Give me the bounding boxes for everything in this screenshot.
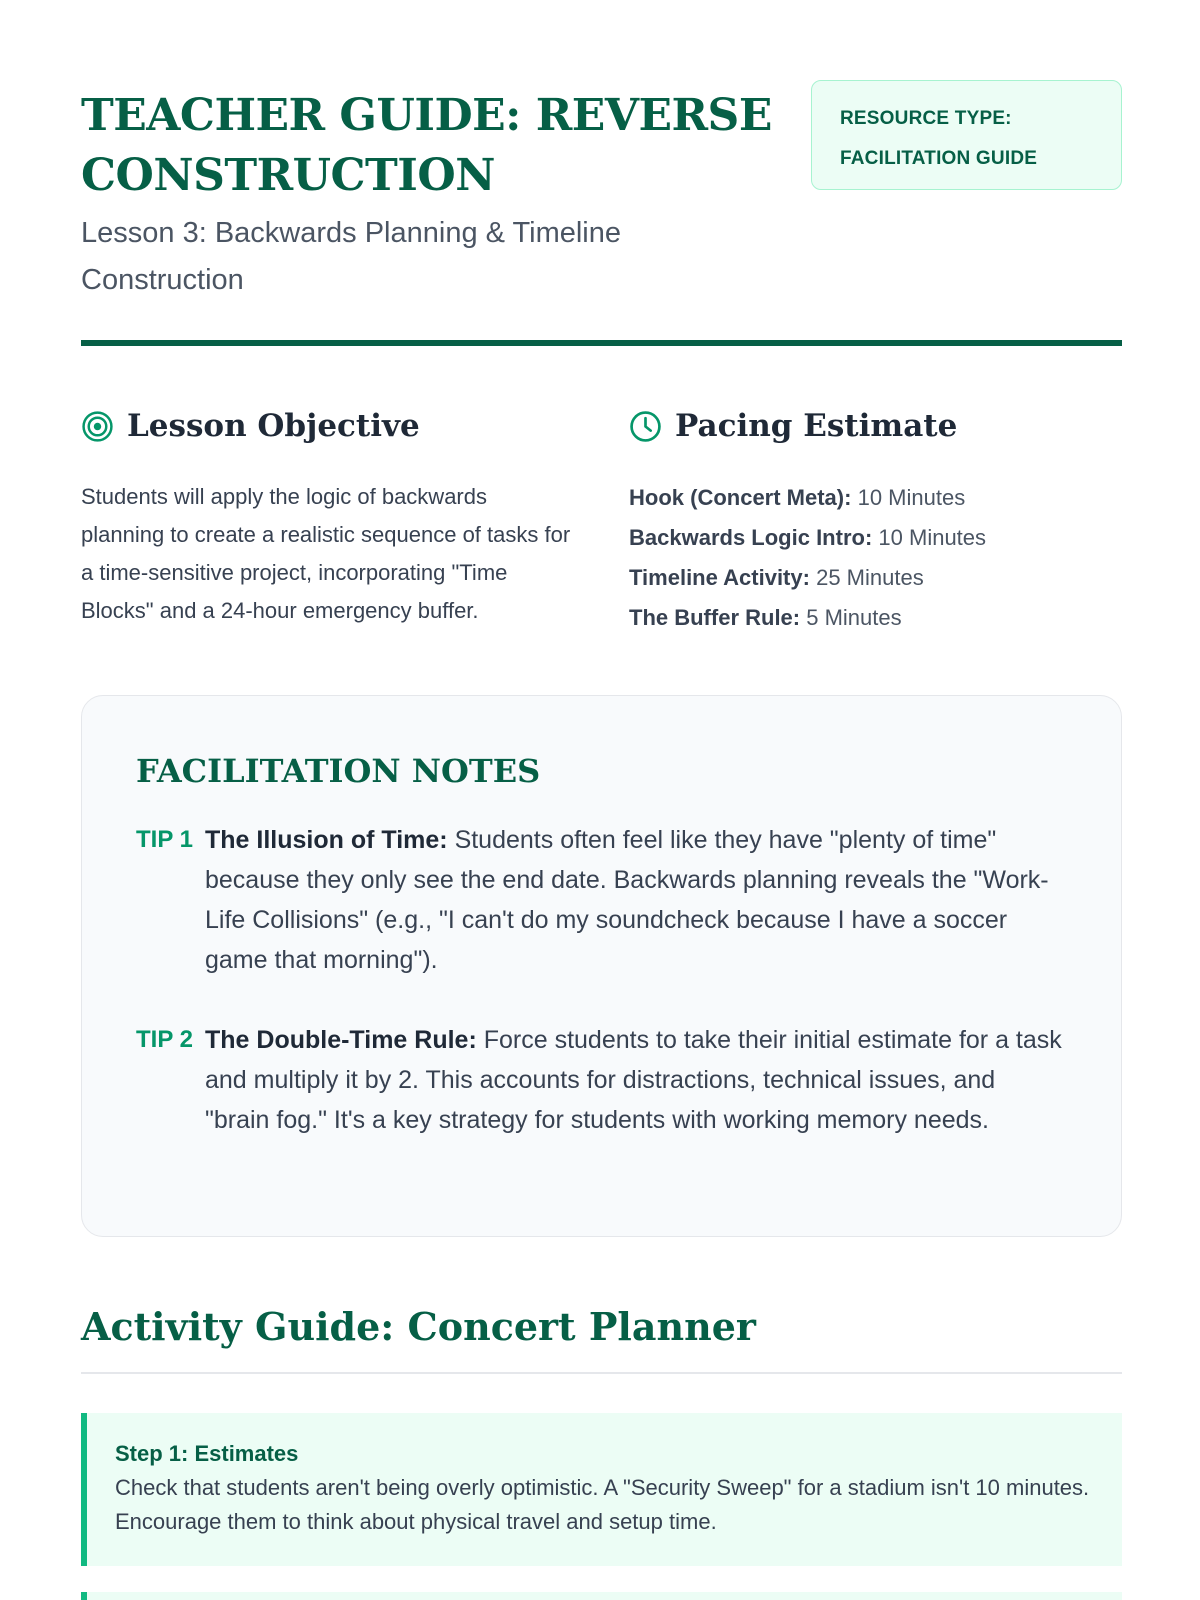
facilitation-notes-card	[81, 695, 1122, 1237]
tip-item	[136, 820, 1066, 980]
pacing-item-label: Hook (Concert Meta):	[629, 485, 852, 510]
header-divider	[81, 340, 1122, 346]
pacing-item-value: 10 Minutes	[857, 485, 966, 510]
tip-label: TIP 1	[136, 826, 193, 853]
facilitation-notes-heading: FACILITATION NOTES	[136, 752, 541, 790]
pacing-item	[629, 478, 1122, 518]
page-title: TEACHER GUIDE: REVERSE CONSTRUCTION	[81, 90, 772, 201]
lesson-objective-text: Students will apply the logic of backwards planning to create a realistic sequence of tasks for a time-sensitive project, incorporating "Time Blocks" and a 24-hour emergency buffer.	[81, 484, 571, 623]
pacing-item-value: 10 Minutes	[878, 525, 987, 550]
pacing-estimate-header	[629, 400, 1122, 452]
tip-item	[136, 1020, 1066, 1140]
tip-title: The Illusion of Time:	[205, 826, 448, 854]
pacing-item-label: The Buffer Rule:	[629, 605, 801, 630]
page-subtitle: Lesson 3: Backwards Planning & Timeline Construction	[81, 217, 622, 296]
step-title: Step 1: Estimates	[115, 1441, 299, 1466]
resource-type-value: FACILITATION GUIDE	[840, 148, 1038, 169]
header	[81, 80, 1122, 300]
activity-step-callout-next	[81, 1592, 1122, 1600]
activity-guide-heading: Activity Guide: Concert Planner	[81, 1304, 756, 1349]
teacher-guide-page	[81, 0, 1122, 1600]
pacing-item	[629, 558, 1122, 598]
clock-icon	[629, 410, 662, 443]
tip-title: The Double-Time Rule:	[205, 1026, 477, 1054]
tip-text	[205, 820, 1065, 980]
pacing-item-value: 5 Minutes	[806, 605, 902, 630]
pacing-item-value: 25 Minutes	[816, 565, 924, 590]
lesson-objective-section	[81, 400, 576, 630]
lesson-objective-header	[81, 400, 576, 452]
pacing-item-label: Backwards Logic Intro:	[629, 525, 873, 550]
lesson-objective-heading: Lesson Objective	[127, 408, 420, 444]
activity-step-callout	[81, 1413, 1122, 1566]
pacing-item	[629, 518, 1122, 558]
pacing-estimate-section	[629, 400, 1122, 638]
pacing-item	[629, 598, 1122, 638]
resource-type-label: RESOURCE TYPE:	[840, 108, 1012, 129]
step-text: Check that students aren't being overly optimistic. A "Security Sweep" for a stadium isn't 10 minutes. Encourage them to think about physical travel and setup time.	[115, 1475, 1090, 1534]
target-icon	[81, 410, 114, 443]
tip-label: TIP 2	[136, 1026, 193, 1053]
tip-text	[205, 1020, 1065, 1140]
tip-body: Students often feel like they have "plenty of time" because they only see the end date. Backwards planning reveals the "Work-Life Collisions" (e.g., "I can't do my soundcheck because I have a soccer game that morning").	[205, 826, 1049, 974]
resource-type-badge	[811, 80, 1122, 190]
pacing-estimate-heading: Pacing Estimate	[675, 408, 958, 444]
pacing-list	[629, 478, 1122, 638]
tip-body: Force students to take their initial estimate for a task and multiply it by 2. This accounts for distractions, technical issues, and "brain fog." It's a key strategy for students with working memory needs.	[205, 1026, 1062, 1134]
activity-divider	[81, 1372, 1122, 1374]
pacing-item-label: Timeline Activity:	[629, 565, 810, 590]
